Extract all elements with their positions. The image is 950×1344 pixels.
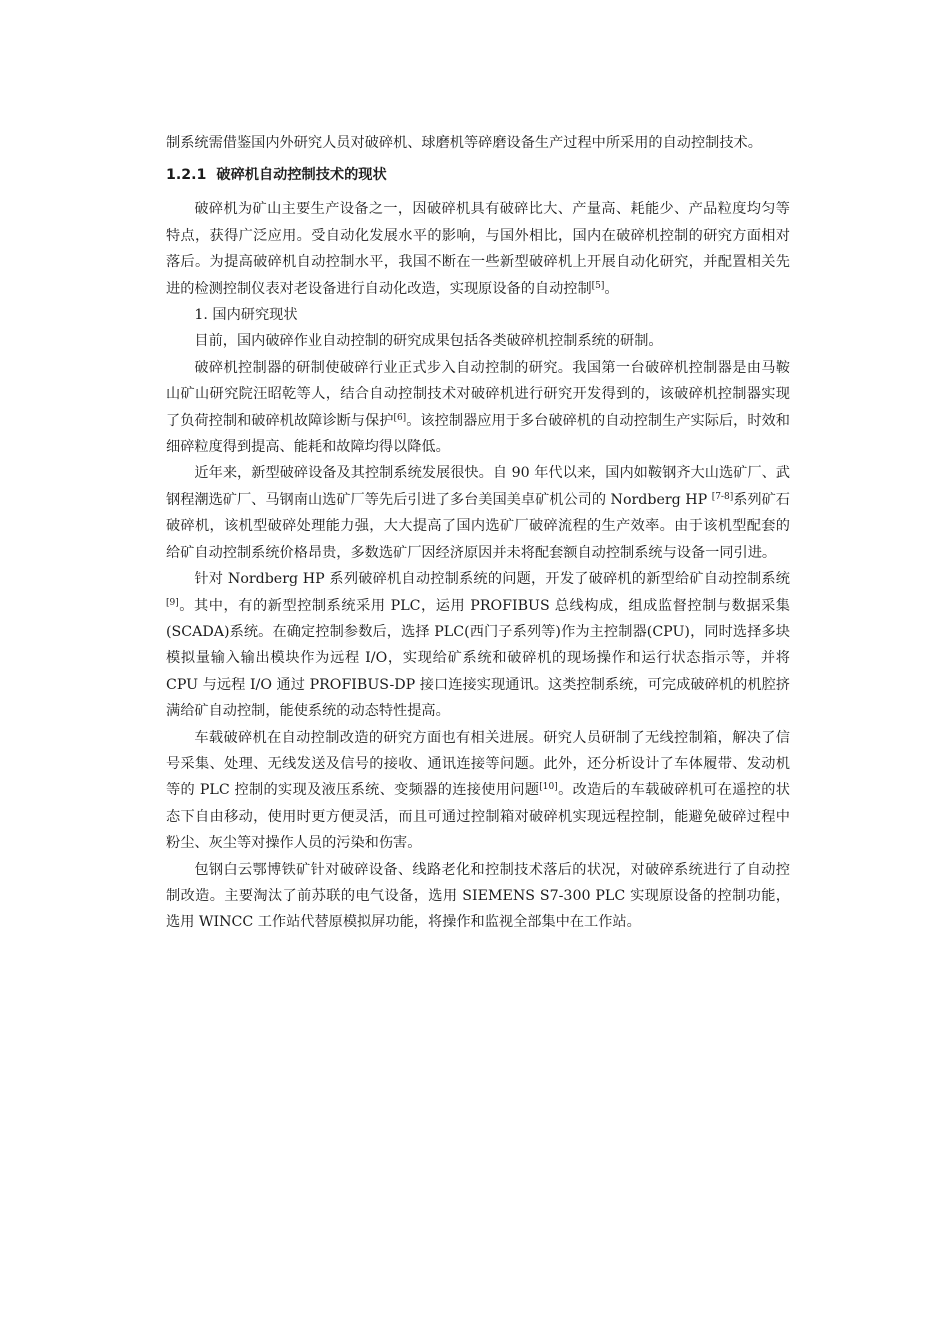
paragraph-3-text-b: 。该控制器应用于多台破碎机的自动控制生产实际后，时效和细碎粒度得到提高、能耗和故障均得以降低。 — [166, 412, 790, 456]
paragraph-2: 目前，国内破碎作业自动控制的研究成果包括各类破碎机控制系统的研制。 — [194, 333, 663, 350]
section-heading — [166, 162, 790, 188]
section-title: 破碎机自动控制技术的现状 — [216, 167, 387, 184]
citation-7-8: [7-8] — [711, 491, 734, 502]
document-page — [166, 130, 790, 936]
citation-10: [10] — [539, 782, 558, 793]
paragraph-6-text-b: 。改造后的车载破碎机可在遥控的状态下自由移动，使用时更方便灵活，而且可通过控制箱对破碎机实现远程控制，能避免破碎过程中粉尘、灰尘等对操作人员的污染和伤害。 — [166, 782, 790, 852]
citation-5: [5] — [591, 280, 605, 291]
paragraph-7: 包钢白云鄂博铁矿针对破碎设备、线路老化和控制技术落后的状况，对破碎系统进行了自动控制改造。主要淘汰了前苏联的电气设备，选用 SIEMENS S7-300 PLC 实现原设备的控制功能，选用 WINCC 工作站代替原模拟屏功能，将操作和监视全部集中在工作站。 — [166, 861, 790, 931]
paragraph-1-end: 。 — [604, 280, 619, 297]
paragraph-3 — [166, 355, 790, 461]
paragraph-4 — [166, 460, 790, 566]
paragraph-4-text-b: 系列矿石破碎机，该机型破碎处理能力强，大大提高了国内选矿厂破碎流程的生产效率。由于该机型配套的给矿自动控制系统价格昂贵，多数选矿厂因经济原因并未将配套额自动控制系统与设备一同引进。 — [166, 491, 790, 561]
subsection-heading: 1. 国内研究现状 — [194, 307, 298, 324]
section-number: 1.2.1 — [166, 167, 207, 184]
paragraph-1 — [166, 196, 790, 302]
intro-paragraph: 制系统需借鉴国内外研究人员对破碎机、球磨机等碎磨设备生产过程中所采用的自动控制技术。 — [166, 135, 762, 151]
paragraph-6 — [166, 725, 790, 857]
paragraph-5-text-b: 。其中，有的新型控制系统采用 PLC，运用 PROFIBUS 总线构成，组成监督控制与数据采集(SCADA)系统。在确定控制参数后，选择 PLC(西门子系列等)作为主控制器(CPU)，同时选择多块模拟量输入输出模块作为远程 I/O，实现给矿系统和破碎机的现场操作和运行状态指示等，并将 CPU 与远程 I/O 通过 PROFIBUS-DP 接口连接实现通讯。这类控制系统，可完成破碎机的机腔挤满给矿自动控制，能使系统的动态特性提高。 — [166, 597, 790, 720]
paragraph-5-text-a: 针对 Nordberg HP 系列破碎机自动控制系统的问题，开发了破碎机的新型给矿自动控制系统 — [194, 571, 790, 588]
paragraph-4-text-a: 近年来，新型破碎设备及其控制系统发展很快。自 90 年代以来，国内如鞍钢齐大山选矿厂、武钢程潮选矿厂、马钢南山选矿厂等先后引进了多台美国美卓矿机公司的 Nordberg HP — [166, 465, 790, 508]
citation-9: [9] — [166, 597, 179, 608]
paragraph-1-text: 破碎机为矿山主要生产设备之一，因破碎机具有破碎比大、产量高、耗能少、产品粒度均匀等特点，获得广泛应用。受自动化发展水平的影响，与国外相比，国内在破碎机控制的研究方面相对落后。为提高破碎机自动控制水平，我国不断在一些新型破碎机上开展自动化研究，并配置相关先进的检测控制仪表对老设备进行自动化改造，实现原设备的自动控制 — [166, 201, 790, 297]
paragraph-6-text-a: 车载破碎机在自动控制改造的研究方面也有相关进展。研究人员研制了无线控制箱，解决了信号采集、处理、无线发送及信号的接收、通讯连接等问题。此外，还分析设计了车体履带、发动机等的 PLC 控制的实现及液压系统、变频器的连接使用问题 — [166, 729, 790, 799]
citation-6: [6] — [393, 412, 407, 423]
paragraph-3-text-a: 破碎机控制器的研制使破碎行业正式步入自动控制的研究。我国第一台破碎机控制器是由马鞍山矿山研究院汪昭乾等人，结合自动控制技术对破碎机进行研究开发得到的，该破碎机控制器实现了负荷控制和破碎机故障诊断与保护 — [166, 359, 790, 429]
paragraph-5 — [166, 566, 790, 724]
